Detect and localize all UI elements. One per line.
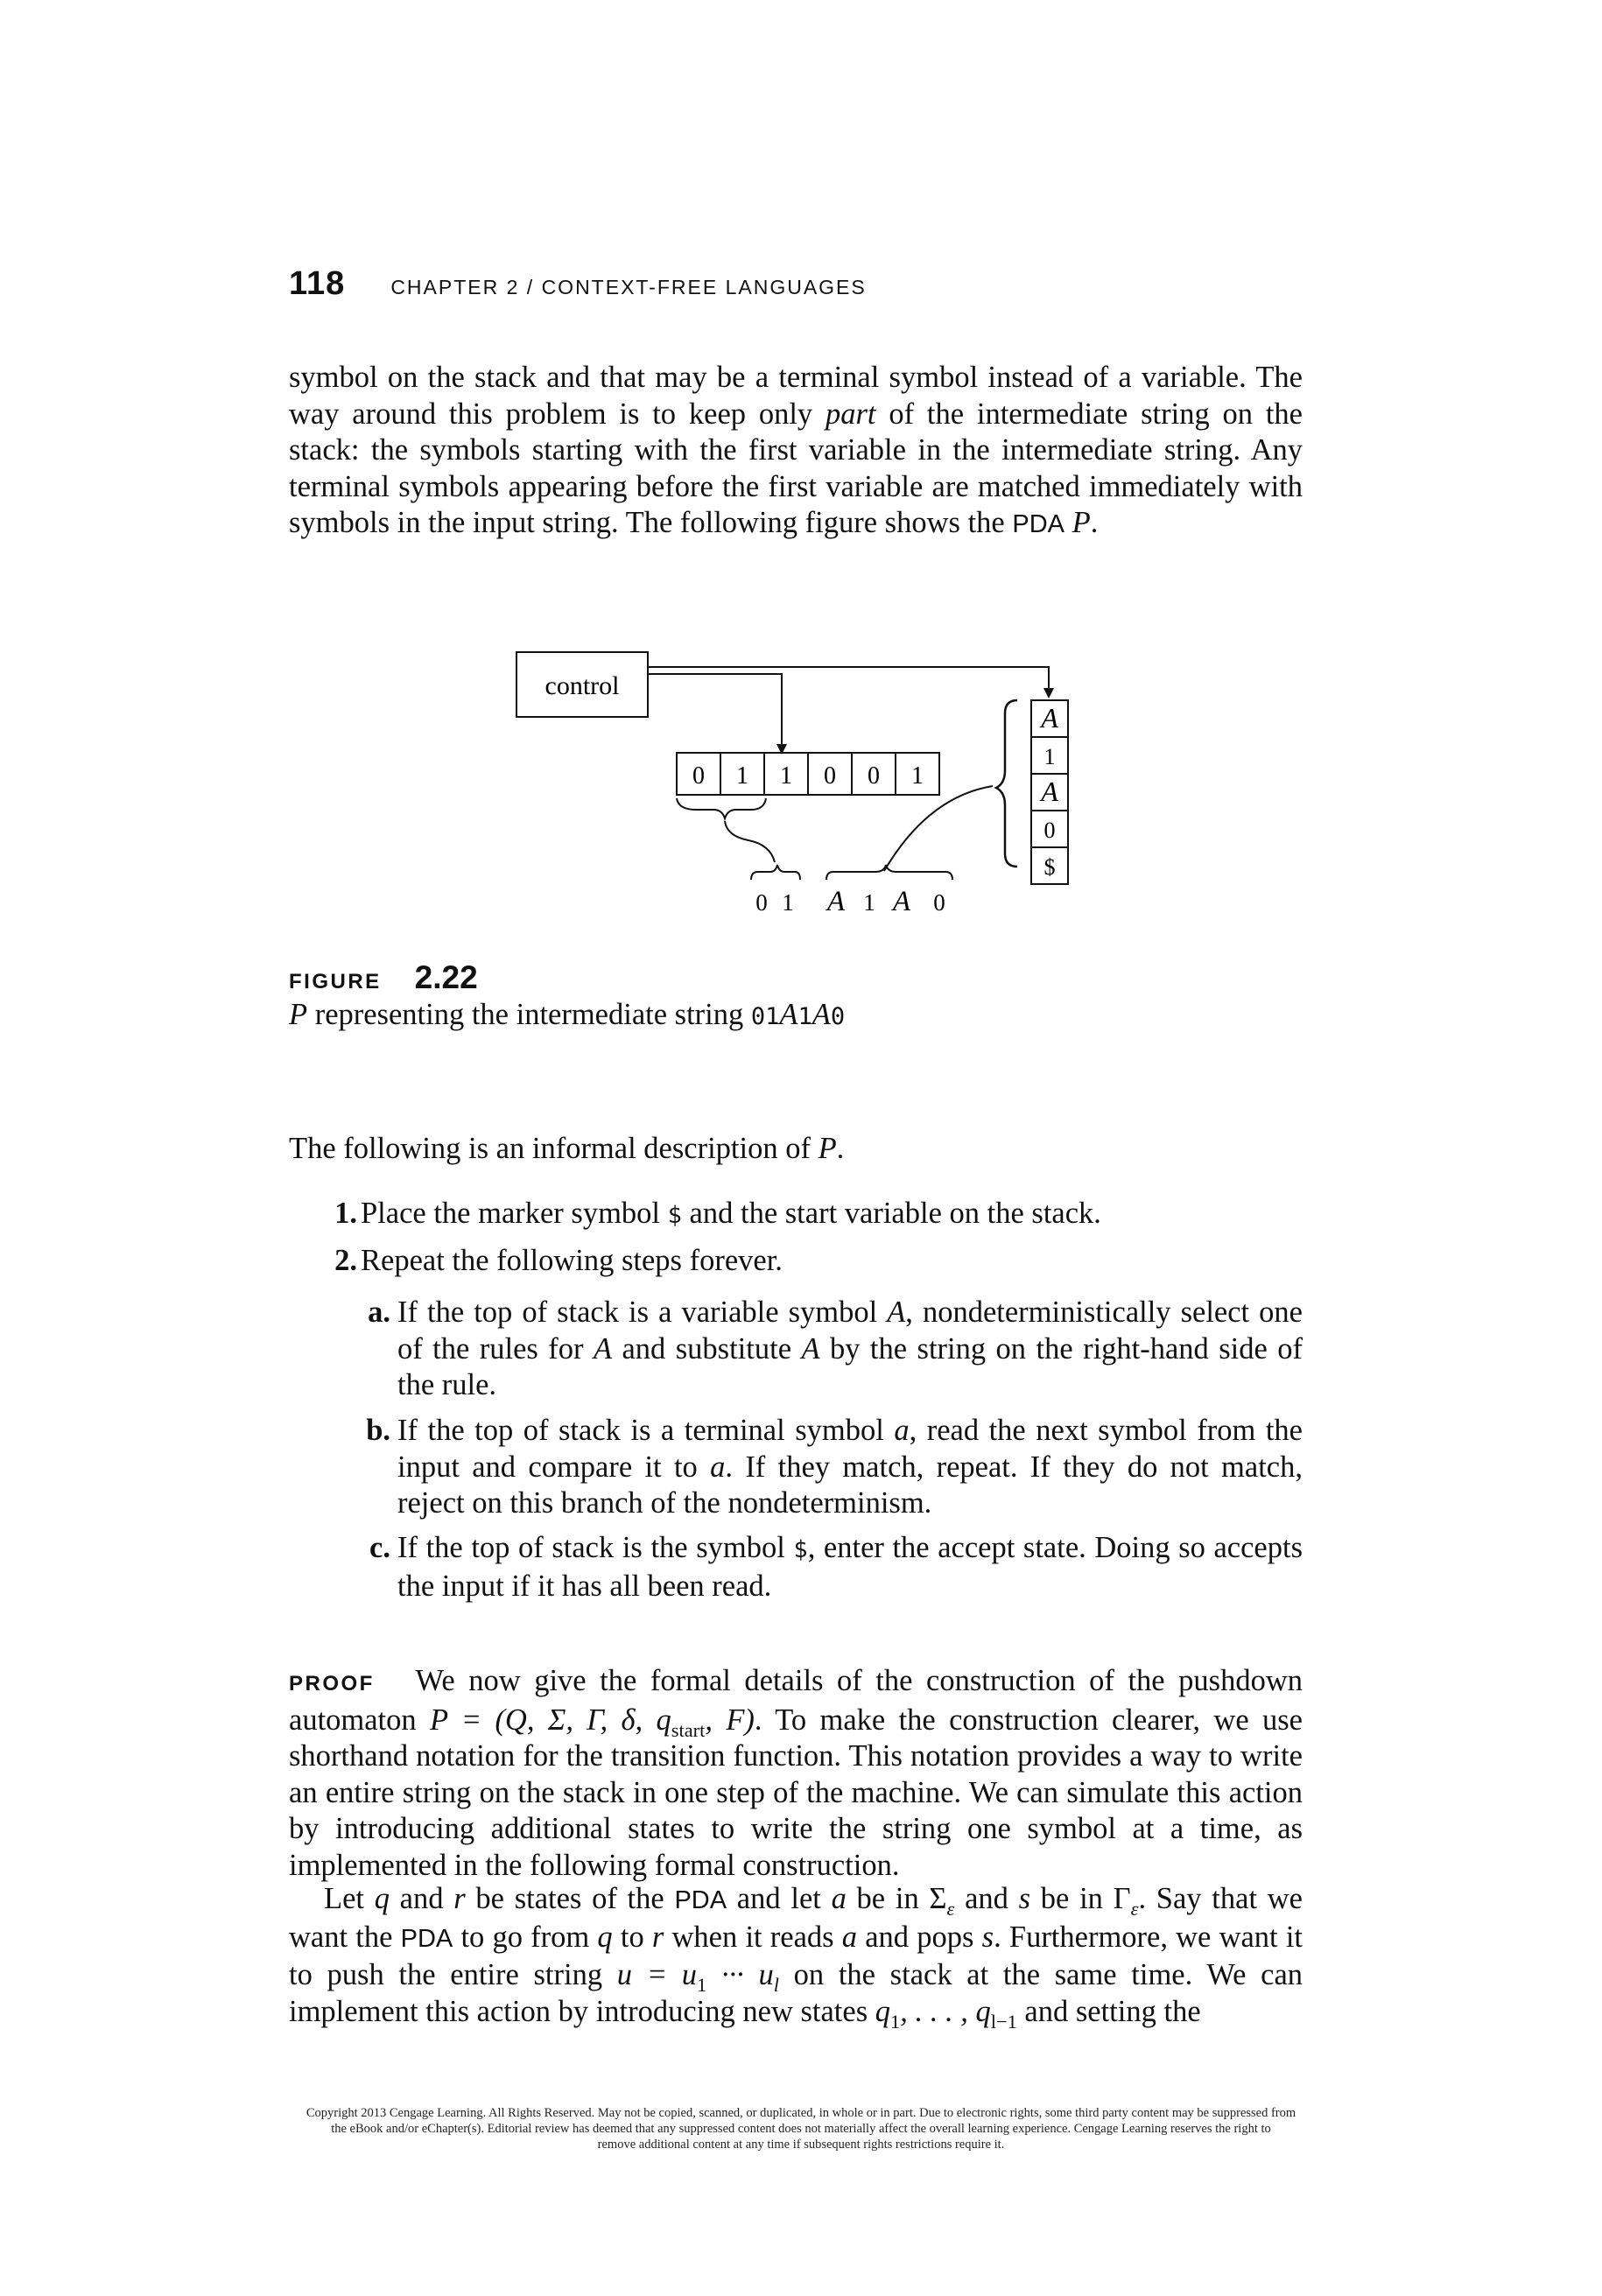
let-qs-sub1: 1 bbox=[890, 2010, 901, 2033]
let-qs-mid: , . . . , q bbox=[900, 1994, 991, 2028]
step-2a-text-1: If the top of stack is a variable symbol bbox=[397, 1295, 888, 1329]
let-u-sub1: 1 bbox=[696, 1973, 707, 1996]
let-t7: be in Γ bbox=[1030, 1882, 1131, 1915]
tape-symbol: 0 bbox=[868, 762, 880, 790]
let-r2: r bbox=[651, 1920, 664, 1954]
intermediate-string bbox=[755, 886, 945, 917]
figure-label bbox=[289, 959, 478, 996]
let-t11: when it reads bbox=[664, 1920, 842, 1954]
stack-symbol: A bbox=[1041, 702, 1058, 734]
intermediate-symbol: 1 bbox=[782, 889, 794, 916]
let-u-dots: ··· u bbox=[706, 1958, 774, 1991]
intro-p: P bbox=[818, 1132, 837, 1165]
stack-symbol: A bbox=[1041, 776, 1058, 807]
let-qs-sub2: l−1 bbox=[990, 2010, 1017, 2033]
let-u: u = u bbox=[616, 1958, 697, 1991]
para1-text-1: symbol on the stack and that may be a terminal symbol instead of a variable. The way around this problem is to keep only bbox=[289, 361, 1303, 431]
let-s2: s bbox=[981, 1920, 994, 1954]
caption-str3: 0 bbox=[830, 1003, 846, 1030]
step-2a-text-3: and substitute bbox=[612, 1331, 802, 1366]
stack-brace bbox=[996, 700, 1017, 867]
informal-description-intro bbox=[289, 1132, 844, 1166]
let-t8: . Say that we want the bbox=[289, 1882, 1303, 1954]
let-t14: on the stack at the same time. We can implement this action by introducing new states bbox=[289, 1958, 1303, 2028]
intermediate-symbol: 1 bbox=[863, 889, 875, 916]
pda-figure bbox=[0, 0, 1602, 945]
step-1-label: 1. bbox=[334, 1197, 357, 1230]
step-2-text: Repeat the following steps forever. bbox=[361, 1244, 783, 1277]
let-q2: q bbox=[597, 1920, 613, 1954]
tape-symbol: 1 bbox=[911, 762, 924, 790]
step-1-dollar: $ bbox=[667, 1202, 682, 1229]
let-t2: and bbox=[389, 1882, 454, 1915]
stack-symbol: 0 bbox=[1043, 818, 1056, 843]
proof-text-1: We now give the formal details of the construction of the pushdown automaton bbox=[289, 1664, 1303, 1737]
let-pda2: PDA bbox=[400, 1924, 453, 1953]
step-2b-label: b. bbox=[366, 1414, 390, 1447]
tape-symbol: 1 bbox=[736, 762, 748, 790]
proof-tuple: P = (Q, Σ, Γ, δ, q bbox=[430, 1703, 671, 1737]
let-a2: a bbox=[841, 1920, 858, 1954]
let-q: q bbox=[374, 1882, 390, 1915]
let-t9: to go from bbox=[453, 1920, 598, 1954]
caption-str1: 01 bbox=[750, 1003, 780, 1030]
let-eps2: ε bbox=[1130, 1897, 1139, 1920]
intermediate-symbol: A bbox=[826, 886, 846, 917]
intermediate-symbol: 0 bbox=[933, 889, 945, 916]
para1-end: . bbox=[1090, 506, 1099, 539]
tape-connector bbox=[725, 821, 775, 862]
caption-str2: 1 bbox=[797, 1003, 812, 1030]
stack-arrow bbox=[648, 667, 1049, 692]
let-t10: to bbox=[612, 1920, 652, 1954]
let-qs: q bbox=[875, 1994, 891, 2028]
bottom-brace-01 bbox=[751, 865, 800, 880]
step-2a-text-2: , nondeterministically select one of the rules for bbox=[397, 1295, 1303, 1366]
step-2b-text-1: If the top of stack is a terminal symbol bbox=[397, 1414, 895, 1447]
step-2c-dollar: $ bbox=[793, 1536, 808, 1563]
let-pda1: PDA bbox=[674, 1886, 727, 1914]
bottom-brace-a1a0 bbox=[826, 865, 952, 880]
intermediate-symbol: A bbox=[892, 886, 911, 917]
tape-symbol: 1 bbox=[780, 762, 792, 790]
let-t12: and pops bbox=[857, 1920, 982, 1954]
step-2c bbox=[369, 1530, 1303, 1604]
step-2a bbox=[368, 1295, 1303, 1404]
step-2a-var-1: A bbox=[887, 1295, 906, 1329]
proof-tuple-end: , F) bbox=[705, 1703, 755, 1737]
let-t4: and let bbox=[727, 1882, 832, 1915]
caption-text: representing the intermediate string bbox=[307, 998, 751, 1031]
stack-symbol: $ bbox=[1043, 854, 1056, 880]
copyright-footer bbox=[175, 2105, 1427, 2152]
step-2b-text-3: . If they match, repeat. If they do not match, reject on this branch of the nondeterminism. bbox=[397, 1450, 1303, 1520]
step-2-label: 2. bbox=[334, 1244, 357, 1277]
intermediate-symbol: 0 bbox=[755, 889, 768, 916]
step-2a-var-3: A bbox=[801, 1331, 820, 1366]
let-t3: be states of the bbox=[465, 1882, 675, 1915]
let-a: a bbox=[831, 1882, 847, 1915]
tape-brace bbox=[677, 798, 766, 818]
let-t1: Let bbox=[324, 1882, 375, 1915]
input-tape bbox=[677, 753, 939, 795]
let-s: s bbox=[1018, 1882, 1031, 1915]
tape-arrow bbox=[648, 674, 782, 748]
figure-caption bbox=[289, 998, 845, 1032]
step-2b-var-1: a bbox=[894, 1414, 910, 1447]
stack-arrowhead bbox=[1043, 688, 1054, 699]
proof-text-2: . To make the construction clearer, we use shorthand notation for the transition function. This notation provides a way to write an entire string on the stack in one step of the machine. We can simulate this action by introducing additional states to write the string one symbol at a time, as implemented in the following formal construction. bbox=[289, 1703, 1303, 1882]
footer-line-3: remove additional content at any time if subsequent rights restrictions require it. bbox=[597, 2138, 1005, 2152]
control-label: control bbox=[545, 671, 620, 700]
tape-symbol: 0 bbox=[692, 762, 705, 790]
intro-end: . bbox=[836, 1132, 845, 1165]
let-t5: be in Σ bbox=[846, 1882, 947, 1915]
figure-word: FIGURE bbox=[289, 970, 382, 994]
caption-a2: A bbox=[812, 998, 831, 1031]
tape-symbol: 0 bbox=[824, 762, 836, 790]
chapter-title: CHAPTER 2 / CONTEXT-FREE LANGUAGES bbox=[390, 276, 867, 298]
pda-var: P bbox=[1072, 506, 1091, 539]
proof-tuple-sub: start bbox=[671, 1718, 706, 1741]
step-2b-text-2: , read the next symbol from the input and compare it to bbox=[397, 1414, 1303, 1484]
let-u-subl: l bbox=[773, 1973, 779, 1996]
caption-a1: A bbox=[779, 998, 798, 1031]
footer-line-2: the eBook and/or eChapter(s). Editorial review has deemed that any suppressed content does not materially affect the overall learning experience. Cengage Learning reserves the right to bbox=[331, 2122, 1271, 2136]
step-1 bbox=[334, 1196, 1101, 1234]
step-2a-label: a. bbox=[368, 1295, 390, 1329]
step-2c-text-1: If the top of stack is the symbol bbox=[397, 1531, 794, 1564]
step-2b bbox=[366, 1413, 1303, 1522]
let-r: r bbox=[453, 1882, 466, 1915]
step-2c-label: c. bbox=[369, 1531, 390, 1564]
page-number: 118 bbox=[289, 265, 346, 302]
stack bbox=[1031, 700, 1068, 884]
intro-text: The following is an informal description of bbox=[289, 1132, 819, 1165]
step-2a-text-4: by the string on the right-hand side of the rule. bbox=[397, 1331, 1303, 1401]
proof-paragraph bbox=[289, 1663, 1303, 1884]
let-t15: and setting the bbox=[1016, 1994, 1201, 2028]
proof-label: PROOF bbox=[289, 1672, 375, 1696]
let-t6: and bbox=[954, 1882, 1019, 1915]
step-2a-var-2: A bbox=[593, 1331, 613, 1366]
let-t13: . Furthermore, we want it to push the entire string bbox=[289, 1920, 1303, 1991]
let-paragraph bbox=[289, 1881, 1303, 2033]
stack-symbol: 1 bbox=[1043, 744, 1056, 769]
step-2b-var-2: a bbox=[710, 1450, 726, 1484]
figure-number: 2.22 bbox=[414, 959, 478, 995]
step-2c-text-2: , enter the accept state. Doing so accepts the input if it has all been read. bbox=[397, 1531, 1303, 1603]
stack-connector bbox=[884, 786, 993, 871]
pda-term: PDA bbox=[1012, 510, 1064, 538]
step-2 bbox=[334, 1243, 783, 1280]
step-1-text-a: Place the marker symbol bbox=[361, 1197, 668, 1230]
para1-emphasis: part bbox=[826, 397, 876, 431]
footer-line-1: Copyright 2013 Cengage Learning. All Rights Reserved. May not be copied, scanned, or duplicated, in whole or in part. Due to electronic rights, some third party content may be suppressed from bbox=[306, 2106, 1296, 2120]
let-eps1: ε bbox=[946, 1897, 955, 1920]
caption-p: P bbox=[289, 998, 308, 1031]
para1-text-2: of the intermediate string on the stack: the symbols starting with the first variable in the intermediate string. Any terminal symbols appearing before the first variable are matched immediately with symbols in the input string. The following figure shows the bbox=[289, 397, 1303, 539]
step-1-text-b: and the start variable on the stack. bbox=[681, 1197, 1101, 1230]
